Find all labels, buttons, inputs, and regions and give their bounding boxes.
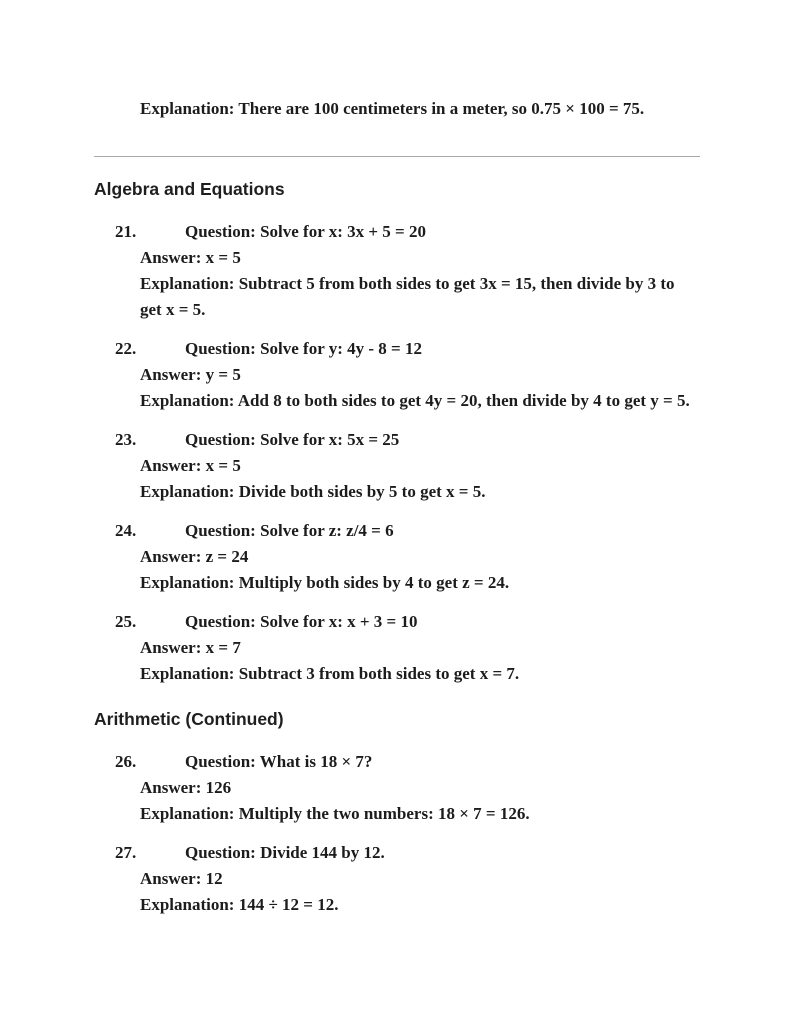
item-number: 25. xyxy=(115,612,137,631)
item-first-line xyxy=(115,336,700,362)
item-question: Question: Solve for y: 4y - 8 = 12 xyxy=(185,339,422,358)
item-answer: Answer: y = 5 xyxy=(140,365,241,384)
item-answer: Answer: z = 24 xyxy=(140,547,249,566)
item-explanation: Explanation: 144 ÷ 12 = 12. xyxy=(140,895,339,914)
question-item-26 xyxy=(94,749,700,827)
item-body xyxy=(140,245,700,323)
item-body xyxy=(140,362,700,414)
section-divider xyxy=(94,156,700,157)
item-question: Question: Solve for x: x + 3 = 10 xyxy=(185,612,418,631)
item-explanation: Explanation: Subtract 3 from both sides to get x = 7. xyxy=(140,664,520,683)
question-item-23 xyxy=(94,427,700,505)
item-explanation: Explanation: Add 8 to both sides to get 4y = 20, then divide by 4 to get y = 5. xyxy=(140,391,690,410)
item-answer: Answer: x = 5 xyxy=(140,248,241,267)
item-question: Question: Solve for x: 3x + 5 = 20 xyxy=(185,222,426,241)
item-explanation: Explanation: Multiply both sides by 4 to get z = 24. xyxy=(140,573,510,592)
intro-explanation: Explanation: There are 100 centimeters in a meter, so 0.75 × 100 = 75. xyxy=(140,99,645,118)
item-first-line xyxy=(115,219,700,245)
item-number: 21. xyxy=(115,222,137,241)
item-explanation: Explanation: Subtract 5 from both sides to get 3x = 15, then divide by 3 to get x = 5. xyxy=(140,274,675,319)
item-number: 23. xyxy=(115,430,137,449)
item-question: Question: Divide 144 by 12. xyxy=(185,843,385,862)
item-number: 24. xyxy=(115,521,137,540)
item-first-line xyxy=(115,518,700,544)
item-body xyxy=(140,635,700,687)
question-item-21 xyxy=(94,219,700,323)
item-body xyxy=(140,453,700,505)
item-body xyxy=(140,544,700,596)
item-question: Question: What is 18 × 7? xyxy=(185,752,373,771)
item-explanation: Explanation: Multiply the two numbers: 18 × 7 = 126. xyxy=(140,804,530,823)
section-heading-algebra: Algebra and Equations xyxy=(94,179,285,199)
item-number: 27. xyxy=(115,843,137,862)
item-answer: Answer: 126 xyxy=(140,778,232,797)
question-item-24 xyxy=(94,518,700,596)
item-answer: Answer: x = 5 xyxy=(140,456,241,475)
item-number: 22. xyxy=(115,339,137,358)
item-answer: Answer: x = 7 xyxy=(140,638,241,657)
item-body xyxy=(140,866,700,918)
item-question: Question: Solve for z: z/4 = 6 xyxy=(185,521,394,540)
item-first-line xyxy=(115,427,700,453)
item-answer: Answer: 12 xyxy=(140,869,223,888)
item-first-line xyxy=(115,840,700,866)
section-heading-arithmetic-continued: Arithmetic (Continued) xyxy=(94,709,284,729)
item-question: Question: Solve for x: 5x = 25 xyxy=(185,430,400,449)
question-item-25 xyxy=(94,609,700,687)
item-first-line xyxy=(115,749,700,775)
item-first-line xyxy=(115,609,700,635)
item-explanation: Explanation: Divide both sides by 5 to get x = 5. xyxy=(140,482,486,501)
item-number: 26. xyxy=(115,752,137,771)
question-item-22 xyxy=(94,336,700,414)
item-body xyxy=(140,775,700,827)
question-item-27 xyxy=(94,840,700,918)
